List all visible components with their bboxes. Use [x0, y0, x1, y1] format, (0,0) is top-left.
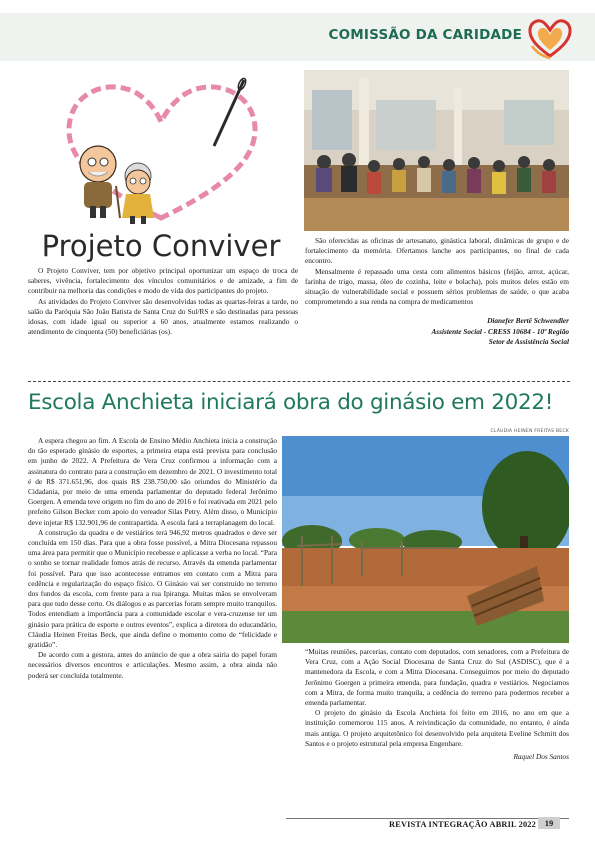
article-headline: Escola Anchieta iniciará obra do ginásio em 2022!: [28, 390, 554, 415]
paragraph: Mensalmente é repassado uma cesta com alimentos básicos (feijão, arroz, açúcar, farinha de trigo, massa, óleo de cozinha, leite e bolacha), pois muitos deles estão em situação de vulnerabilidade social e possuem sérios problemas de saúde, o que acaba comprometendo a sua renda na compra de medicamentos: [305, 266, 569, 307]
construction-site-photo: [282, 436, 569, 643]
paragraph: O projeto do ginásio da Escola Anchieta foi feito em 2016, no ano em que a instituição comemorou 115 anos. A reivindicação da comunidade, no entanto, é ainda mais antiga. O projeto arquitetônico foi desenvolvido pela arquiteta Eveline Schmitt dos Santos e o projeto estrutural pela empresa Engenhare.: [305, 708, 569, 748]
signature-role: Assistente Social - CRESS 10684 - 10ª Região: [431, 326, 569, 336]
heart-hands-logo: [526, 16, 574, 60]
section-divider: [28, 381, 570, 382]
grandmother-cartoon: [122, 163, 154, 224]
paragraph: As atividades do Projeto Conviver são desenvolvidas todas as quartas-feiras a tarde, no salão da Paróquia São João Batista de Santa Cruz do Sul/RS e são destinadas para pessoas idosas, com idade igual ou superior a 60 anos, atualmente estamos realizando o atendimento de cinquenta (50) beneficiárias (os).: [28, 296, 298, 337]
conviver-right-column: [305, 236, 569, 347]
paragraph: A construção da quadra e de vestiários terá 946,92 metros quadrados e deve ser concluída em 150 dias. Para que a obra fosse possível, a Mitra Diocesana repassou uma área para permitir que o Município recebesse e aplicasse a verba no local. “Para o sonho se tornar realidade fomos atrás de recurso. Através da emenda parlamentar foi possível. Para que isso acontecesse entramos em contato com a Mitra para cedência e regularização do espaço físico. O Ginásio vai ser construído no terreno dos fundos da escola, com frente para a rua Ipiranga. Muitas mãos se envolveram para que tudo desse certo. Os diálogos e as parcerias foram sempre muito tranquilos. Todos entendiam a importância para a comunidade escolar e vera-cruzense ter um ginásio para prática de esporte e outros eventos”, explica a diretora do educandário, Cláudia Heinen Freitas Beck, que ainda define o momento como de “felicidade e gratidão”.: [28, 527, 277, 650]
footer-rule: [286, 818, 569, 819]
anchieta-left-column: [28, 436, 277, 681]
grandfather-cartoon: [80, 146, 120, 218]
projeto-conviver-logo: [30, 68, 292, 264]
anchieta-right-column: [305, 647, 569, 762]
section-title: COMISSÃO DA CARIDADE: [328, 27, 522, 43]
page-number: 19: [538, 817, 560, 829]
author-name: Raquel Dos Santos: [513, 752, 569, 762]
paragraph: São oferecidas as oficinas de artesanato, ginástica laboral, dinâmicas de grupo e de fortalecimento da memória. Ofertamos lanche aos participantes, no final de cada encontro.: [305, 236, 569, 266]
conviver-left-column: [28, 266, 298, 337]
paragraph: A espera chegou ao fim. A Escola de Ensino Médio Anchieta inicia a construção do tão esperado ginásio de esportes, a primeira etapa está prevista para conclusão em junho de 2022. A Prefeitura de Vera Cruz confirmou a informação com a assinatura do contrato para a construção em dezembro de 2021. O investimento total é de R$ 371.651,96, dos quais R$ 238.750,00 são oriundos do Ministério da Cidadania, por meio de uma emenda parlamentar do deputado federal Jerônimo Goergen. A emenda teve origem no fim do ano de 2016 e foi reativada em 2021 pelo prefeito Gilson Becker com apoio do vereador Silas Petry. Além disso, o Município deve injetar R$ 132.901,96 de contrapartida. A escola fará a terraplanagem do local.: [28, 436, 277, 527]
paragraph: O Projeto Conviver, tem por objetivo principal oportunizar um espaço de troca de saberes, vivência, fortalecimento dos vínculos comunitários e de amizade, a fim de contribuir na melhoria das condições e modo de vida dos participantes do projeto.: [28, 266, 298, 296]
paragraph: De acordo com a gestora, antes do anúncio de que a obra sairia do papel foram necessários diversos encontros e articulações. Mesmo assim, a obra ainda não poderá ser concluída totalmente.: [28, 650, 277, 680]
signature-name: Dianefer Bertê Schwendler: [487, 316, 569, 326]
conviver-group-photo: [304, 70, 569, 231]
photo-credit: CLÁUDIA HEINEN FREITAS BECK: [490, 429, 569, 434]
signature-dept: Setor de Assistência Social: [488, 336, 569, 346]
paragraph: “Muitas reuniões, parcerias, contato com deputados, com senadores, com a Prefeitura de Vera Cruz, com a Ação Social Diocesana de Santa Cruz do Sul (ASDISC), que é a mantenedora da Escola, e com a Mitra Diocesana. Conseguimos por meio do deputado Jerônimo Goergen a primeira emenda, para fundação, quadra e vestiários. Negociamos com a Mitra, de forma muito tranquila, a cedência do terreno para podermos receber a emenda parlamentar.: [305, 647, 569, 708]
magazine-footer: REVISTA INTEGRAÇÃO ABRIL 2022: [389, 820, 536, 829]
conviver-logo-text: Projeto Conviver: [41, 229, 281, 263]
